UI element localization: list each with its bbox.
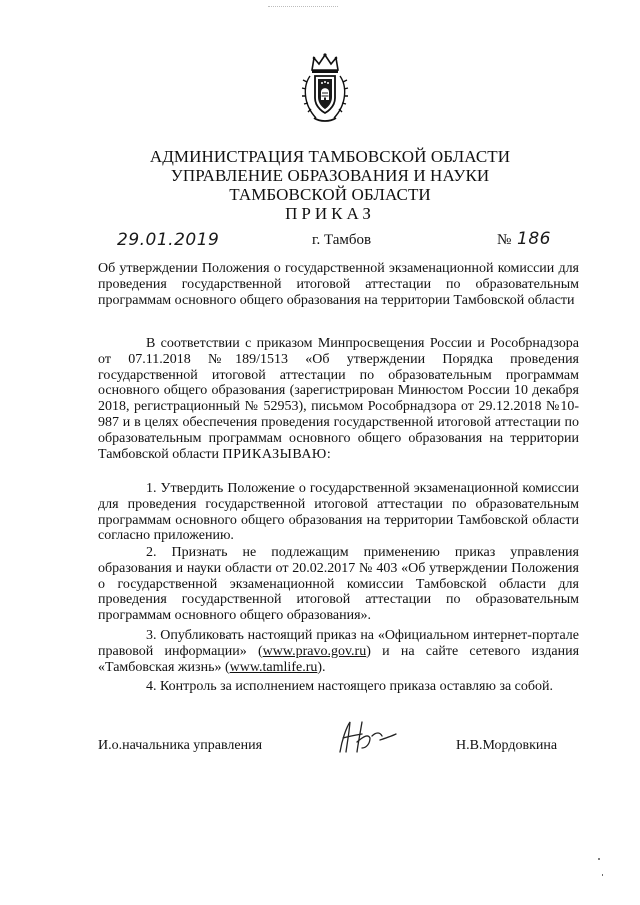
document-title: Об утверждении Положения о государственной экзаменационной комиссии для проведения государственной итоговой аттестации по образовательным программам основного общего образования на территории Тамбовской области — [98, 261, 579, 308]
item3-text-c: ). — [317, 659, 326, 675]
tamlife-link[interactable]: www.tamlife.ru — [229, 659, 318, 675]
header-region: ТАМБОВСКОЙ ОБЛАСТИ — [229, 185, 431, 204]
preamble-text: В соответствии с приказом Минпросвещения России и Рособрнадзора от 07.11.2018 №189/1513 «Об утверждении Порядка проведения государственной итоговой аттестации по образовательным программам основного общего образования (зарегистрирован Минюстом России 10 декабря 2018, регистрационный № 52953), письмом Рособрнадзора от 29.12.2018 №10-987 и в целях обеспечения проведения государственной итоговой аттестации по образовательным программам основного общего образования на территории Тамбовской области — [98, 336, 579, 462]
header-administration: АДМИНИСТРАЦИЯ ТАМБОВСКОЙ ОБЛАСТИ — [149, 147, 511, 166]
handwritten-signature — [332, 718, 398, 758]
item3-text-b: ) и на сайте сетевого издания «Тамбовская жизнь» ( — [98, 643, 580, 675]
scan-speck — [602, 874, 603, 876]
order-word: ПРИКАЗЫВАЮ: — [222, 446, 332, 462]
preamble-paragraph — [98, 336, 579, 462]
header-department: УПРАВЛЕНИЕ ОБРАЗОВАНИЯ И НАУКИ — [170, 166, 490, 185]
scan-speck — [598, 858, 600, 860]
order-item-4: 4. Контроль за исполнением настоящего приказа оставляю за собой. — [146, 679, 554, 694]
signatory-name: Н.В.Мордовкина — [456, 738, 558, 753]
order-item-3 — [98, 628, 579, 675]
pravo-link[interactable]: www.pravo.gov.ru — [262, 643, 367, 659]
document-city: г. Тамбов — [312, 232, 372, 248]
document-number: 186 — [517, 229, 551, 249]
document-number-label: № — [497, 232, 512, 248]
coat-of-arms-icon — [300, 52, 350, 124]
order-item-1: 1. Утвердить Положение о государственной экзаменационной комиссии для проведения государственной итоговой аттестации по образовательным программам основного общего образования на территории Тамбовской области согласно приложению. — [98, 481, 579, 544]
document-date: 29.01.2019 — [117, 230, 220, 250]
order-item-2: 2. Признать не подлежащим применению приказ управления образования и науки области от 20.02.2017 № 403 «Об утверждении Положения о государственной экзаменационной комиссии Тамбовской области для проведения государственной итоговой аттестации по образовательным программам основного общего образования». — [98, 545, 579, 624]
document-type: ПРИКАЗ — [285, 204, 375, 223]
scan-artifact-line — [268, 6, 338, 8]
item3-text-a: 3. Опубликовать настоящий приказ на «Официальном интернет-портале правовой информации» ( — [98, 628, 579, 659]
signatory-position: И.о.начальника управления — [98, 738, 263, 753]
